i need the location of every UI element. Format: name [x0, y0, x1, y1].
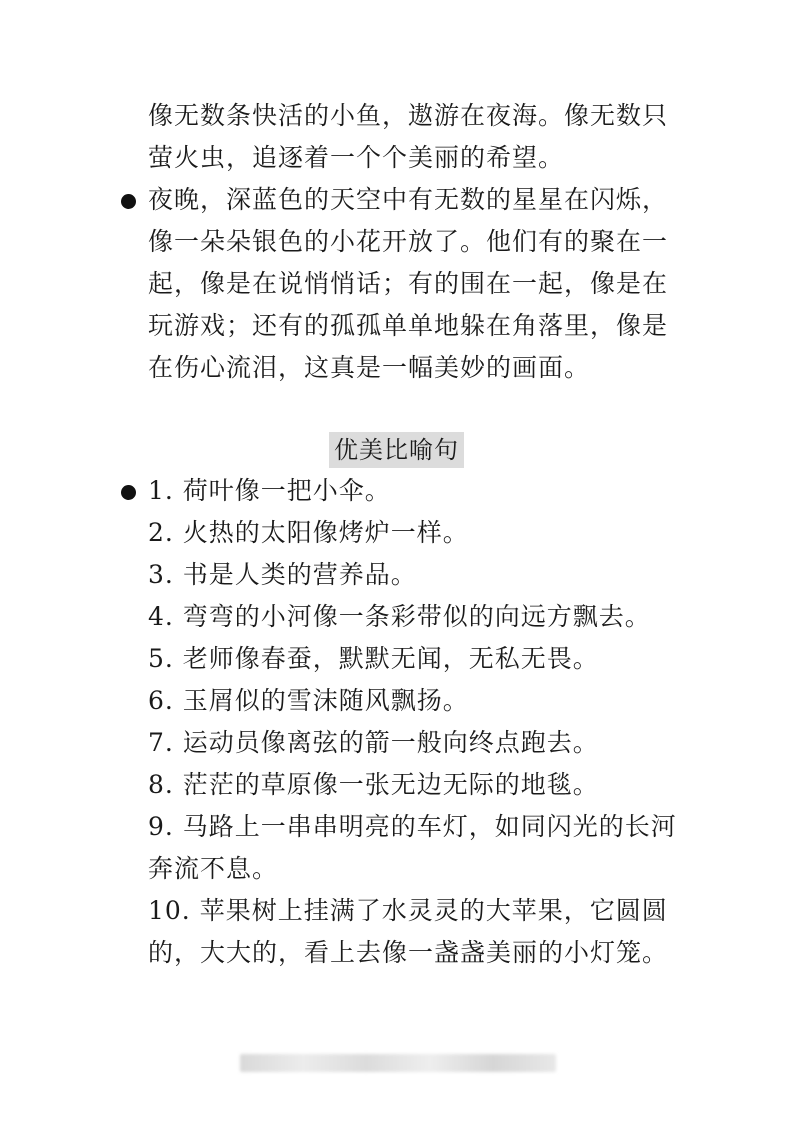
- list-item: 1. 荷叶像一把小伞。: [148, 476, 391, 505]
- paragraph-line: 萤火虫，追逐着一个个美丽的希望。: [148, 143, 565, 172]
- bullet-icon: [121, 194, 136, 209]
- list-item: 10. 苹果树上挂满了水灵灵的大苹果，它圆圆: [148, 896, 668, 925]
- list-item: 4. 弯弯的小河像一条彩带似的向远方飘去。: [148, 602, 651, 631]
- bullet-icon: [121, 485, 136, 500]
- list-item: 9. 马路上一串串明亮的车灯，如同闪光的长河: [148, 812, 677, 841]
- paragraph-line: 夜晚，深蓝色的天空中有无数的星星在闪烁，: [148, 185, 669, 214]
- paragraph-line: 像一朵朵银色的小花开放了。他们有的聚在一: [148, 227, 669, 256]
- paragraph-line: 在伤心流泪，这真是一幅美妙的画面。: [148, 353, 591, 382]
- list-item: 3. 书是人类的营养品。: [148, 560, 417, 589]
- list-item: 7. 运动员像离弦的箭一般向终点跑去。: [148, 728, 599, 757]
- list-item: 的，大大的，看上去像一盏盏美丽的小灯笼。: [148, 938, 669, 967]
- list-item: 5. 老师像春蚕，默默无闻，无私无畏。: [148, 644, 599, 673]
- paragraph-line: 起，像是在说悄悄话；有的围在一起，像是在: [148, 269, 669, 298]
- paragraph-line: 玩游戏；还有的孤孤单单地躲在角落里，像是: [148, 311, 669, 340]
- list-item: 6. 玉屑似的雪沫随风飘扬。: [148, 686, 469, 715]
- footer-watermark: [240, 1054, 556, 1072]
- paragraph-line: 像无数条快活的小鱼，遨游在夜海。像无数只: [148, 101, 669, 130]
- list-item: 奔流不息。: [148, 854, 279, 883]
- list-item: 2. 火热的太阳像烤炉一样。: [148, 518, 469, 547]
- list-item: 8. 茫茫的草原像一张无边无际的地毯。: [148, 770, 599, 799]
- section-title: 优美比喻句: [329, 432, 464, 468]
